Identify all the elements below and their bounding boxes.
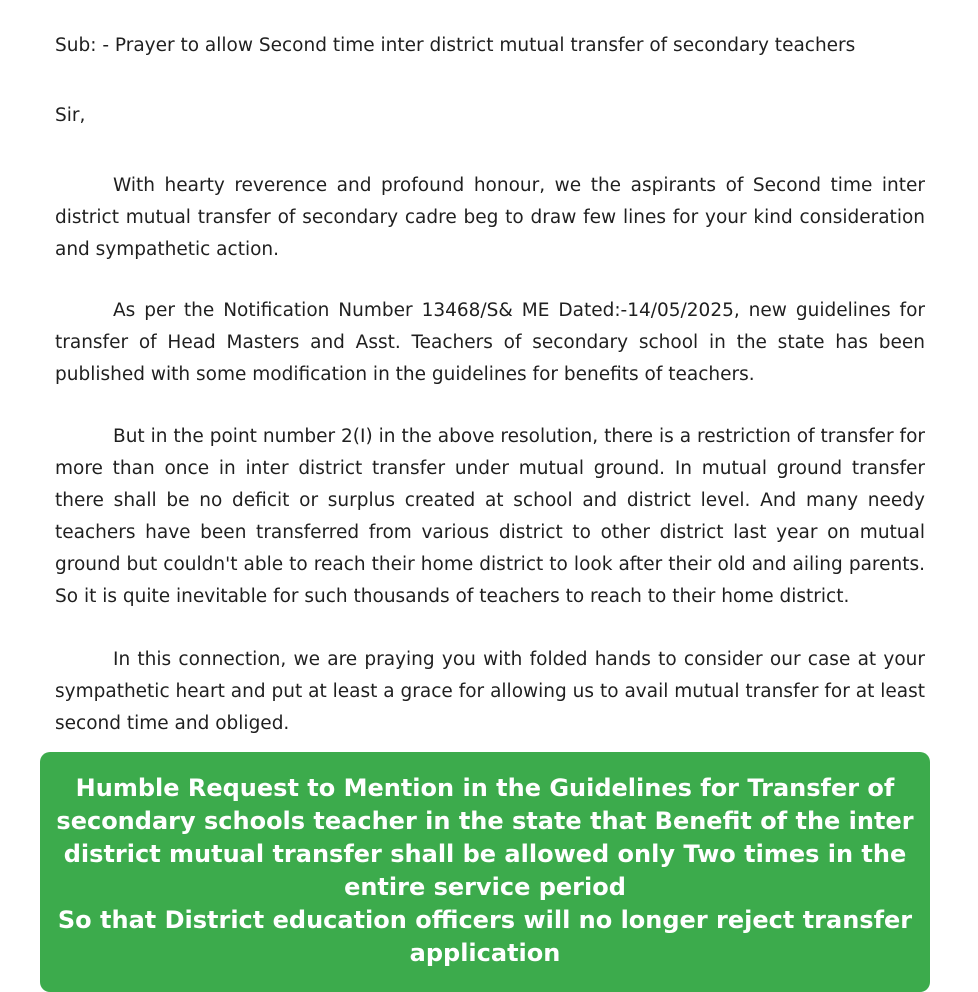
letter-body bbox=[55, 30, 925, 734]
letter-paragraph-2 bbox=[55, 295, 925, 391]
paragraph-1-text: With hearty reverence and profound honour, we the aspirants of Second time inter district mutual transfer of secondary cadre beg to draw few lines for your kind consideration and sympathetic action. bbox=[55, 175, 925, 260]
banner-request-text: Humble Request to Mention in the Guidelines for Transfer of secondary schools teacher in the state that Benefit of the inter district mutual transfer shall be allowed only Two times in the entire service period bbox=[56, 774, 914, 901]
letter-salutation: Sir, bbox=[55, 105, 86, 126]
letter-paragraph-1 bbox=[55, 170, 925, 266]
letter-paragraph-4 bbox=[55, 644, 925, 740]
letter-paragraph-3 bbox=[55, 421, 925, 613]
letter-subject: Sub: - Prayer to allow Second time inter district mutual transfer of secondary teachers bbox=[55, 35, 856, 56]
paragraph-4-text: In this connection, we are praying you with folded hands to consider our case at your sympathetic heart and put at least a grace for allowing us to avail mutual transfer for at least second time and obliged. bbox=[55, 649, 925, 734]
paragraph-3-text: But in the point number 2(I) in the above resolution, there is a restriction of transfer for more than once in inter district transfer under mutual ground. In mutual ground transfer there shall be no deficit or surplus created at school and district level. And many needy teachers have been transferred from various district to other district last year on mutual ground but couldn't able to reach their home district to look after their old and ailing parents. So it is quite inevitable for such thousands of teachers to reach to their home district. bbox=[55, 426, 925, 607]
banner-outcome-text: So that District education officers will no longer reject transfer application bbox=[57, 906, 913, 967]
request-banner bbox=[40, 752, 930, 992]
paragraph-2-text: As per the Notification Number 13468/S& ME Dated:-14/05/2025, new guidelines for transfer of Head Masters and Asst. Teachers of secondary school in the state has been published with some modification in the guidelines for benefits of teachers. bbox=[55, 300, 925, 385]
